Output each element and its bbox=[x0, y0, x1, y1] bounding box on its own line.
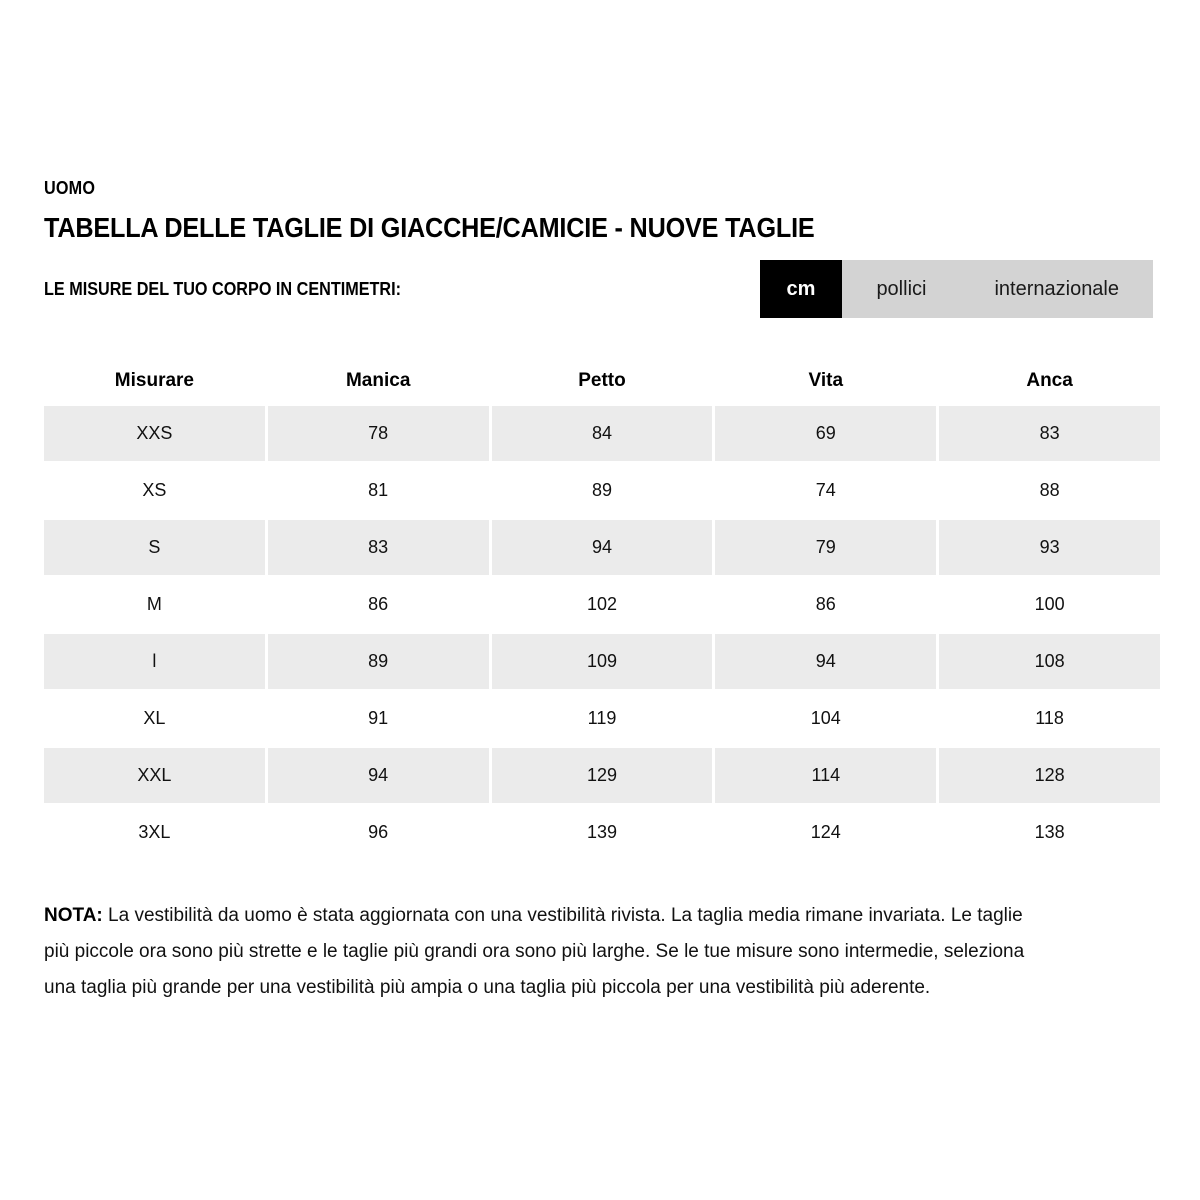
anca-value: 100 bbox=[939, 577, 1160, 632]
note-text: La vestibilità da uomo è stata aggiornata con una vestibilità rivista. La taglia media rimane invariata. Le taglie più piccole ora sono più strette e le taglie più grandi ora sono più larghe. Se le tue misure sono intermedie, seleziona una taglia più grande per una vestibilità più ampia o una taglia più piccola per una vestibilità più aderente. bbox=[44, 905, 1025, 998]
size-label: XXS bbox=[44, 406, 265, 461]
table-row-xxl bbox=[44, 748, 1160, 803]
anca-value: 88 bbox=[939, 463, 1160, 518]
vita-value: 124 bbox=[715, 805, 936, 860]
table-row-m bbox=[44, 577, 1160, 632]
anca-value: 118 bbox=[939, 691, 1160, 746]
manica-value: 89 bbox=[268, 634, 489, 689]
table-row-xxs bbox=[44, 406, 1160, 461]
vita-value: 79 bbox=[715, 520, 936, 575]
size-label: l bbox=[44, 634, 265, 689]
manica-value: 91 bbox=[268, 691, 489, 746]
vita-value: 69 bbox=[715, 406, 936, 461]
vita-value: 74 bbox=[715, 463, 936, 518]
anca-value: 138 bbox=[939, 805, 1160, 860]
manica-value: 96 bbox=[268, 805, 489, 860]
table-row-l bbox=[44, 634, 1160, 689]
size-table bbox=[44, 358, 1160, 860]
column-header-manica: Manica bbox=[268, 358, 489, 404]
gender-label: UOMO bbox=[44, 178, 96, 198]
manica-value: 81 bbox=[268, 463, 489, 518]
anca-value: 128 bbox=[939, 748, 1160, 803]
petto-value: 109 bbox=[492, 634, 713, 689]
table-row-3xl bbox=[44, 805, 1160, 860]
petto-value: 129 bbox=[492, 748, 713, 803]
size-label: XL bbox=[44, 691, 265, 746]
note-label: NOTA: bbox=[44, 905, 103, 926]
manica-value: 94 bbox=[268, 748, 489, 803]
size-label: 3XL bbox=[44, 805, 265, 860]
tab-cm[interactable]: cm bbox=[760, 260, 843, 318]
vita-value: 104 bbox=[715, 691, 936, 746]
manica-value: 83 bbox=[268, 520, 489, 575]
tab-pollici[interactable]: pollici bbox=[876, 277, 927, 300]
table-row-xs bbox=[44, 463, 1160, 518]
column-header-vita: Vita bbox=[715, 358, 936, 404]
unit-tab-bar bbox=[760, 260, 1153, 318]
page-title: TABELLA DELLE TAGLIE DI GIACCHE/CAMICIE - NUOVE TAGLIE bbox=[44, 212, 815, 243]
petto-value: 139 bbox=[492, 805, 713, 860]
table-row-xl bbox=[44, 691, 1160, 746]
size-label: M bbox=[44, 577, 265, 632]
anca-value: 108 bbox=[939, 634, 1160, 689]
column-header-petto: Petto bbox=[492, 358, 713, 404]
size-label: XXL bbox=[44, 748, 265, 803]
fit-note bbox=[44, 898, 1046, 1006]
table-row-s bbox=[44, 520, 1160, 575]
petto-value: 102 bbox=[492, 577, 713, 632]
petto-value: 94 bbox=[492, 520, 713, 575]
table-header-row bbox=[44, 358, 1160, 404]
anca-value: 83 bbox=[939, 406, 1160, 461]
vita-value: 114 bbox=[715, 748, 936, 803]
anca-value: 93 bbox=[939, 520, 1160, 575]
manica-value: 86 bbox=[268, 577, 489, 632]
column-header-anca: Anca bbox=[939, 358, 1160, 404]
petto-value: 84 bbox=[492, 406, 713, 461]
vita-value: 94 bbox=[715, 634, 936, 689]
column-header-misurare: Misurare bbox=[44, 358, 265, 404]
tab-internazionale[interactable]: internazionale bbox=[994, 277, 1119, 300]
vita-value: 86 bbox=[715, 577, 936, 632]
petto-value: 119 bbox=[492, 691, 713, 746]
manica-value: 78 bbox=[268, 406, 489, 461]
size-label: XS bbox=[44, 463, 265, 518]
size-label: S bbox=[44, 520, 265, 575]
petto-value: 89 bbox=[492, 463, 713, 518]
measure-unit-label: LE MISURE DEL TUO CORPO IN CENTIMETRI: bbox=[44, 278, 402, 299]
subheader-row bbox=[44, 260, 1160, 318]
